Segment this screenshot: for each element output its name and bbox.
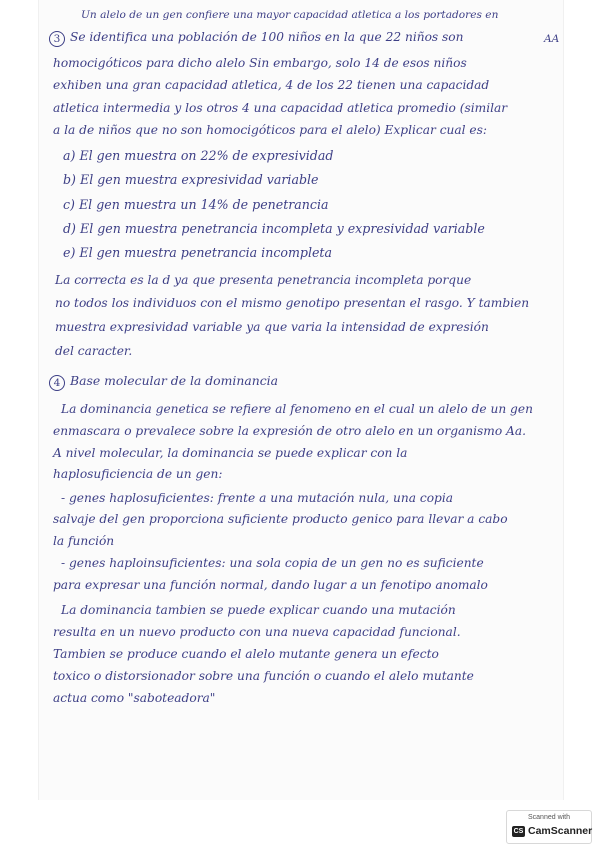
q3-statement-line-2: homocigóticos para dicho alelo Sin embargo, solo 14 de esos niños (53, 56, 467, 70)
option-c: c) El gen muestra un 14% de penetrancia (63, 197, 329, 212)
q4-line-10: La dominancia tambien se puede explicar cuando una mutación (61, 603, 456, 617)
camscanner-name: CamScanner (528, 825, 593, 837)
question-number-4: 4 (49, 375, 65, 391)
camscanner-badge (506, 810, 592, 844)
option-d: d) El gen muestra penetrancia incompleta y expresividad variable (63, 221, 485, 236)
q4-line-11: resulta en un nuevo producto con una nueva capacidad funcional. (53, 625, 461, 639)
answer-line-1: La correcta es la d ya que presenta penetrancia incompleta porque (55, 273, 472, 287)
q4-line-1: La dominancia genetica se refiere al fenomeno en el cual un alelo de un gen (61, 402, 533, 416)
q4-line-6: salvaje del gen proporciona suficiente producto genico para llevar a cabo (53, 512, 508, 526)
q4-line-9: para expresar una función normal, dando lugar a un fenotipo anomalo (53, 578, 488, 592)
q3-genotype-note: AA (544, 33, 560, 45)
notebook-sheet (38, 0, 564, 800)
option-b: b) El gen muestra expresividad variable (63, 172, 319, 187)
option-a: a) El gen muestra on 22% de expresividad (63, 148, 334, 163)
scanned-with-label: Scanned with (527, 814, 571, 821)
option-e: e) El gen muestra penetrancia incompleta (63, 245, 333, 260)
answer-line-4: del caracter. (55, 344, 133, 358)
q3-statement-line-5: a la de niños que no son homocigóticos para el alelo) Explicar cual es: (53, 123, 487, 137)
q3-statement-line-4: atletica intermedia y los otros 4 una capacidad atletica promedio (similar (53, 101, 508, 115)
q3-statement-line-3: exhiben una gran capacidad atletica, 4 de los 22 tienen una capacidad (53, 78, 490, 92)
q4-line-13: toxico o distorsionador sobre una función o cuando el alelo mutante (53, 669, 474, 683)
q4-line-7: la función (53, 534, 115, 548)
q4-line-5: - genes haplosuficientes: frente a una mutación nula, una copia (61, 491, 454, 505)
q4-line-3: A nivel molecular, la dominancia se puede explicar con la (53, 446, 408, 460)
q3-statement-line-1: 3 Se identifica una población de 100 niños en la que 22 niños son (49, 30, 464, 47)
q4-line-14: actua como "saboteadora" (53, 691, 216, 705)
camscanner-logo-icon: CS (513, 828, 524, 835)
q4-heading: 4 Base molecular de la dominancia (49, 374, 278, 391)
q4-line-2: enmascara o prevalece sobre la expresión de otro alelo en un organismo Aa. (53, 424, 527, 438)
answer-line-3: muestra expresividad variable ya que varia la intensidad de expresión (55, 320, 489, 334)
q3-top-line: Un alelo de un gen confiere una mayor capacidad atletica a los portadores en (81, 9, 499, 21)
answer-line-2: no todos los individuos con el mismo genotipo presentan el rasgo. Y tambien (55, 296, 530, 310)
question-number-3: 3 (49, 31, 65, 47)
q4-line-8: - genes haploinsuficientes: una sola copia de un gen no es suficiente (61, 556, 484, 570)
q4-line-4: haplosuficiencia de un gen: (53, 467, 223, 481)
q4-line-12: Tambien se produce cuando el alelo mutante genera un efecto (53, 647, 439, 661)
